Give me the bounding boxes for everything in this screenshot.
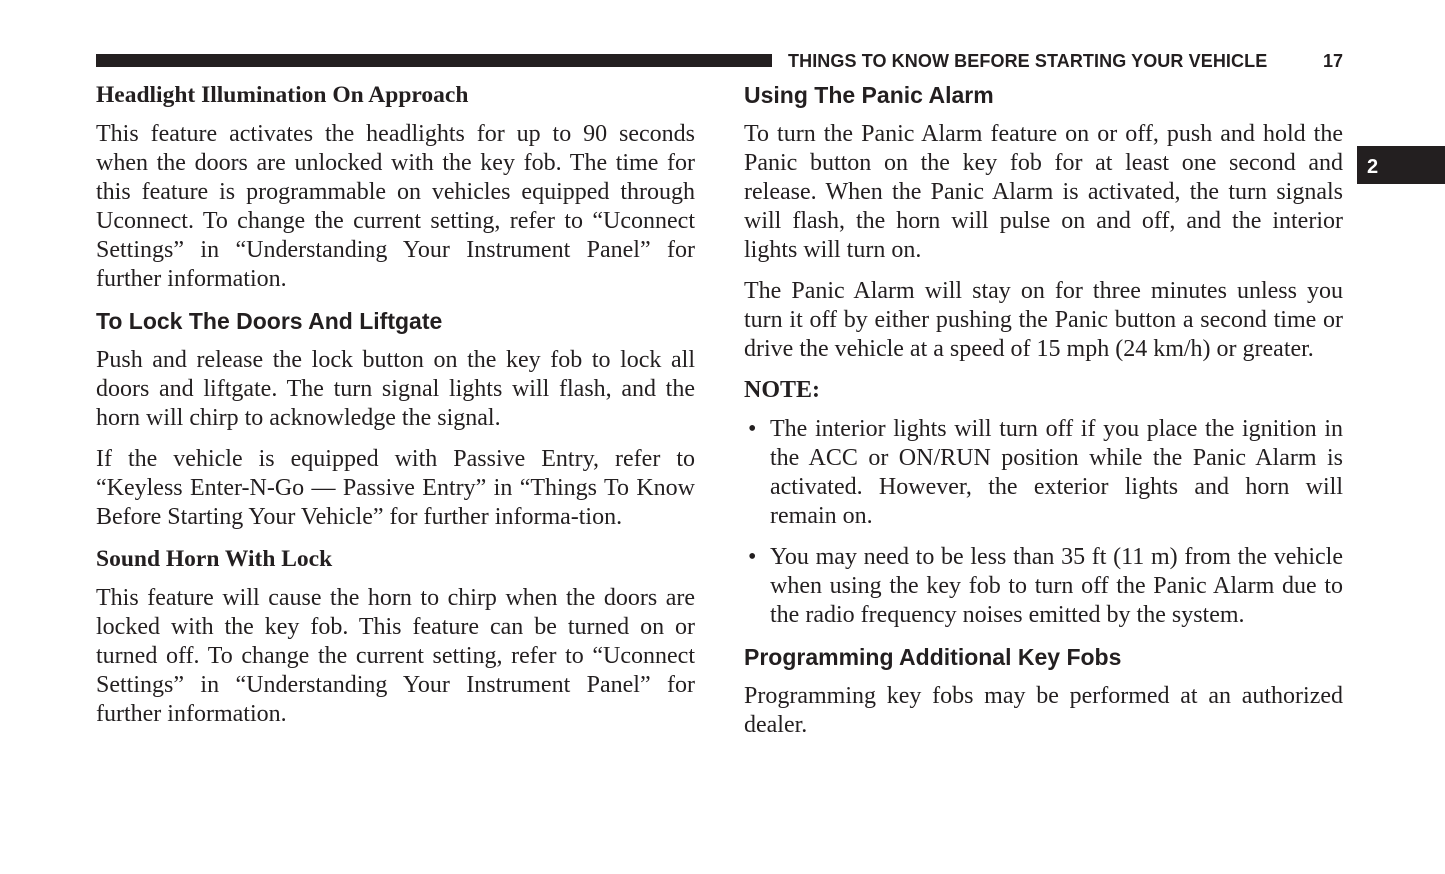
- paragraph-programming-key-fobs: Programming key fobs may be performed at an authorized dealer.: [744, 683, 1343, 738]
- heading-programming-key-fobs: Programming Additional Key Fobs: [744, 644, 1122, 670]
- heading-lock-doors: To Lock The Doors And Liftgate: [96, 308, 443, 334]
- paragraph-panic-alarm-usage: To turn the Panic Alarm feature on or off, push and hold the Panic button on the key fob for at least one second and release. When the Panic Alarm is activated, the turn signals will flash, the horn will pulse on and off, and the interior lights will turn on.: [744, 121, 1343, 263]
- note-bullet-text: The interior lights will turn off if you place the ignition in the ACC or ON/RUN position while the Panic Alarm is activated. However, the exterior lights and horn will remain on.: [770, 416, 1343, 529]
- heading-panic-alarm: Using The Panic Alarm: [744, 82, 994, 108]
- left-column: [96, 80, 695, 741]
- heading-headlight-illumination: Headlight Illumination On Approach: [96, 82, 469, 108]
- page-number: 17: [1323, 51, 1344, 71]
- bullet-icon: •: [748, 544, 757, 570]
- paragraph-panic-alarm-duration: The Panic Alarm will stay on for three minutes unless you turn it off by either pushing the Panic button a second time or drive the vehicle at a speed of 15 mph (24 km/h) or greater.: [744, 278, 1343, 362]
- note-bullet-text: You may need to be less than 35 ft (11 m) from the vehicle when using the key fob to turn off the Panic Alarm due to the radio frequency noises emitted by the system.: [770, 544, 1343, 628]
- chapter-tab-number: 2: [1367, 156, 1379, 178]
- note-bullet-item: [744, 543, 1343, 630]
- paragraph-sound-horn: This feature will cause the horn to chirp when the doors are locked with the key fob. This feature can be turned on or turned off. To change the current setting, refer to “Uconnect Settings” in “Understanding Your Instrument Panel” for further information.: [96, 585, 695, 727]
- chapter-tab: [1357, 146, 1445, 184]
- heading-sound-horn: Sound Horn With Lock: [96, 546, 333, 572]
- paragraph-headlight-illumination: This feature activates the headlights for up to 90 seconds when the doors are unlocked with the key fob. The time for this feature is programmable on vehicles equipped through Uconnect. To change the current setting, refer to “Uconnect Settings” in “Understanding Your Instrument Panel” for further information.: [96, 121, 695, 292]
- paragraph-lock-doors: Push and release the lock button on the key fob to lock all doors and liftgate. The turn signal lights will flash, and the horn will chirp to acknowledge the signal.: [96, 347, 695, 431]
- right-column: [744, 80, 1343, 752]
- running-header-title: THINGS TO KNOW BEFORE STARTING YOUR VEHICLE: [788, 51, 1268, 71]
- note-bullet-item: [744, 415, 1343, 531]
- paragraph-passive-entry-reference: If the vehicle is equipped with Passive Entry, refer to “Keyless Enter-N-Go — Passive Entry” in “Things To Know Before Starting Your Vehicle” for further informa-tion.: [96, 446, 695, 530]
- note-label: NOTE:: [744, 377, 821, 403]
- note-bullet-list: [744, 415, 1343, 630]
- bullet-icon: •: [748, 416, 757, 442]
- header-rule-bar: [96, 54, 772, 67]
